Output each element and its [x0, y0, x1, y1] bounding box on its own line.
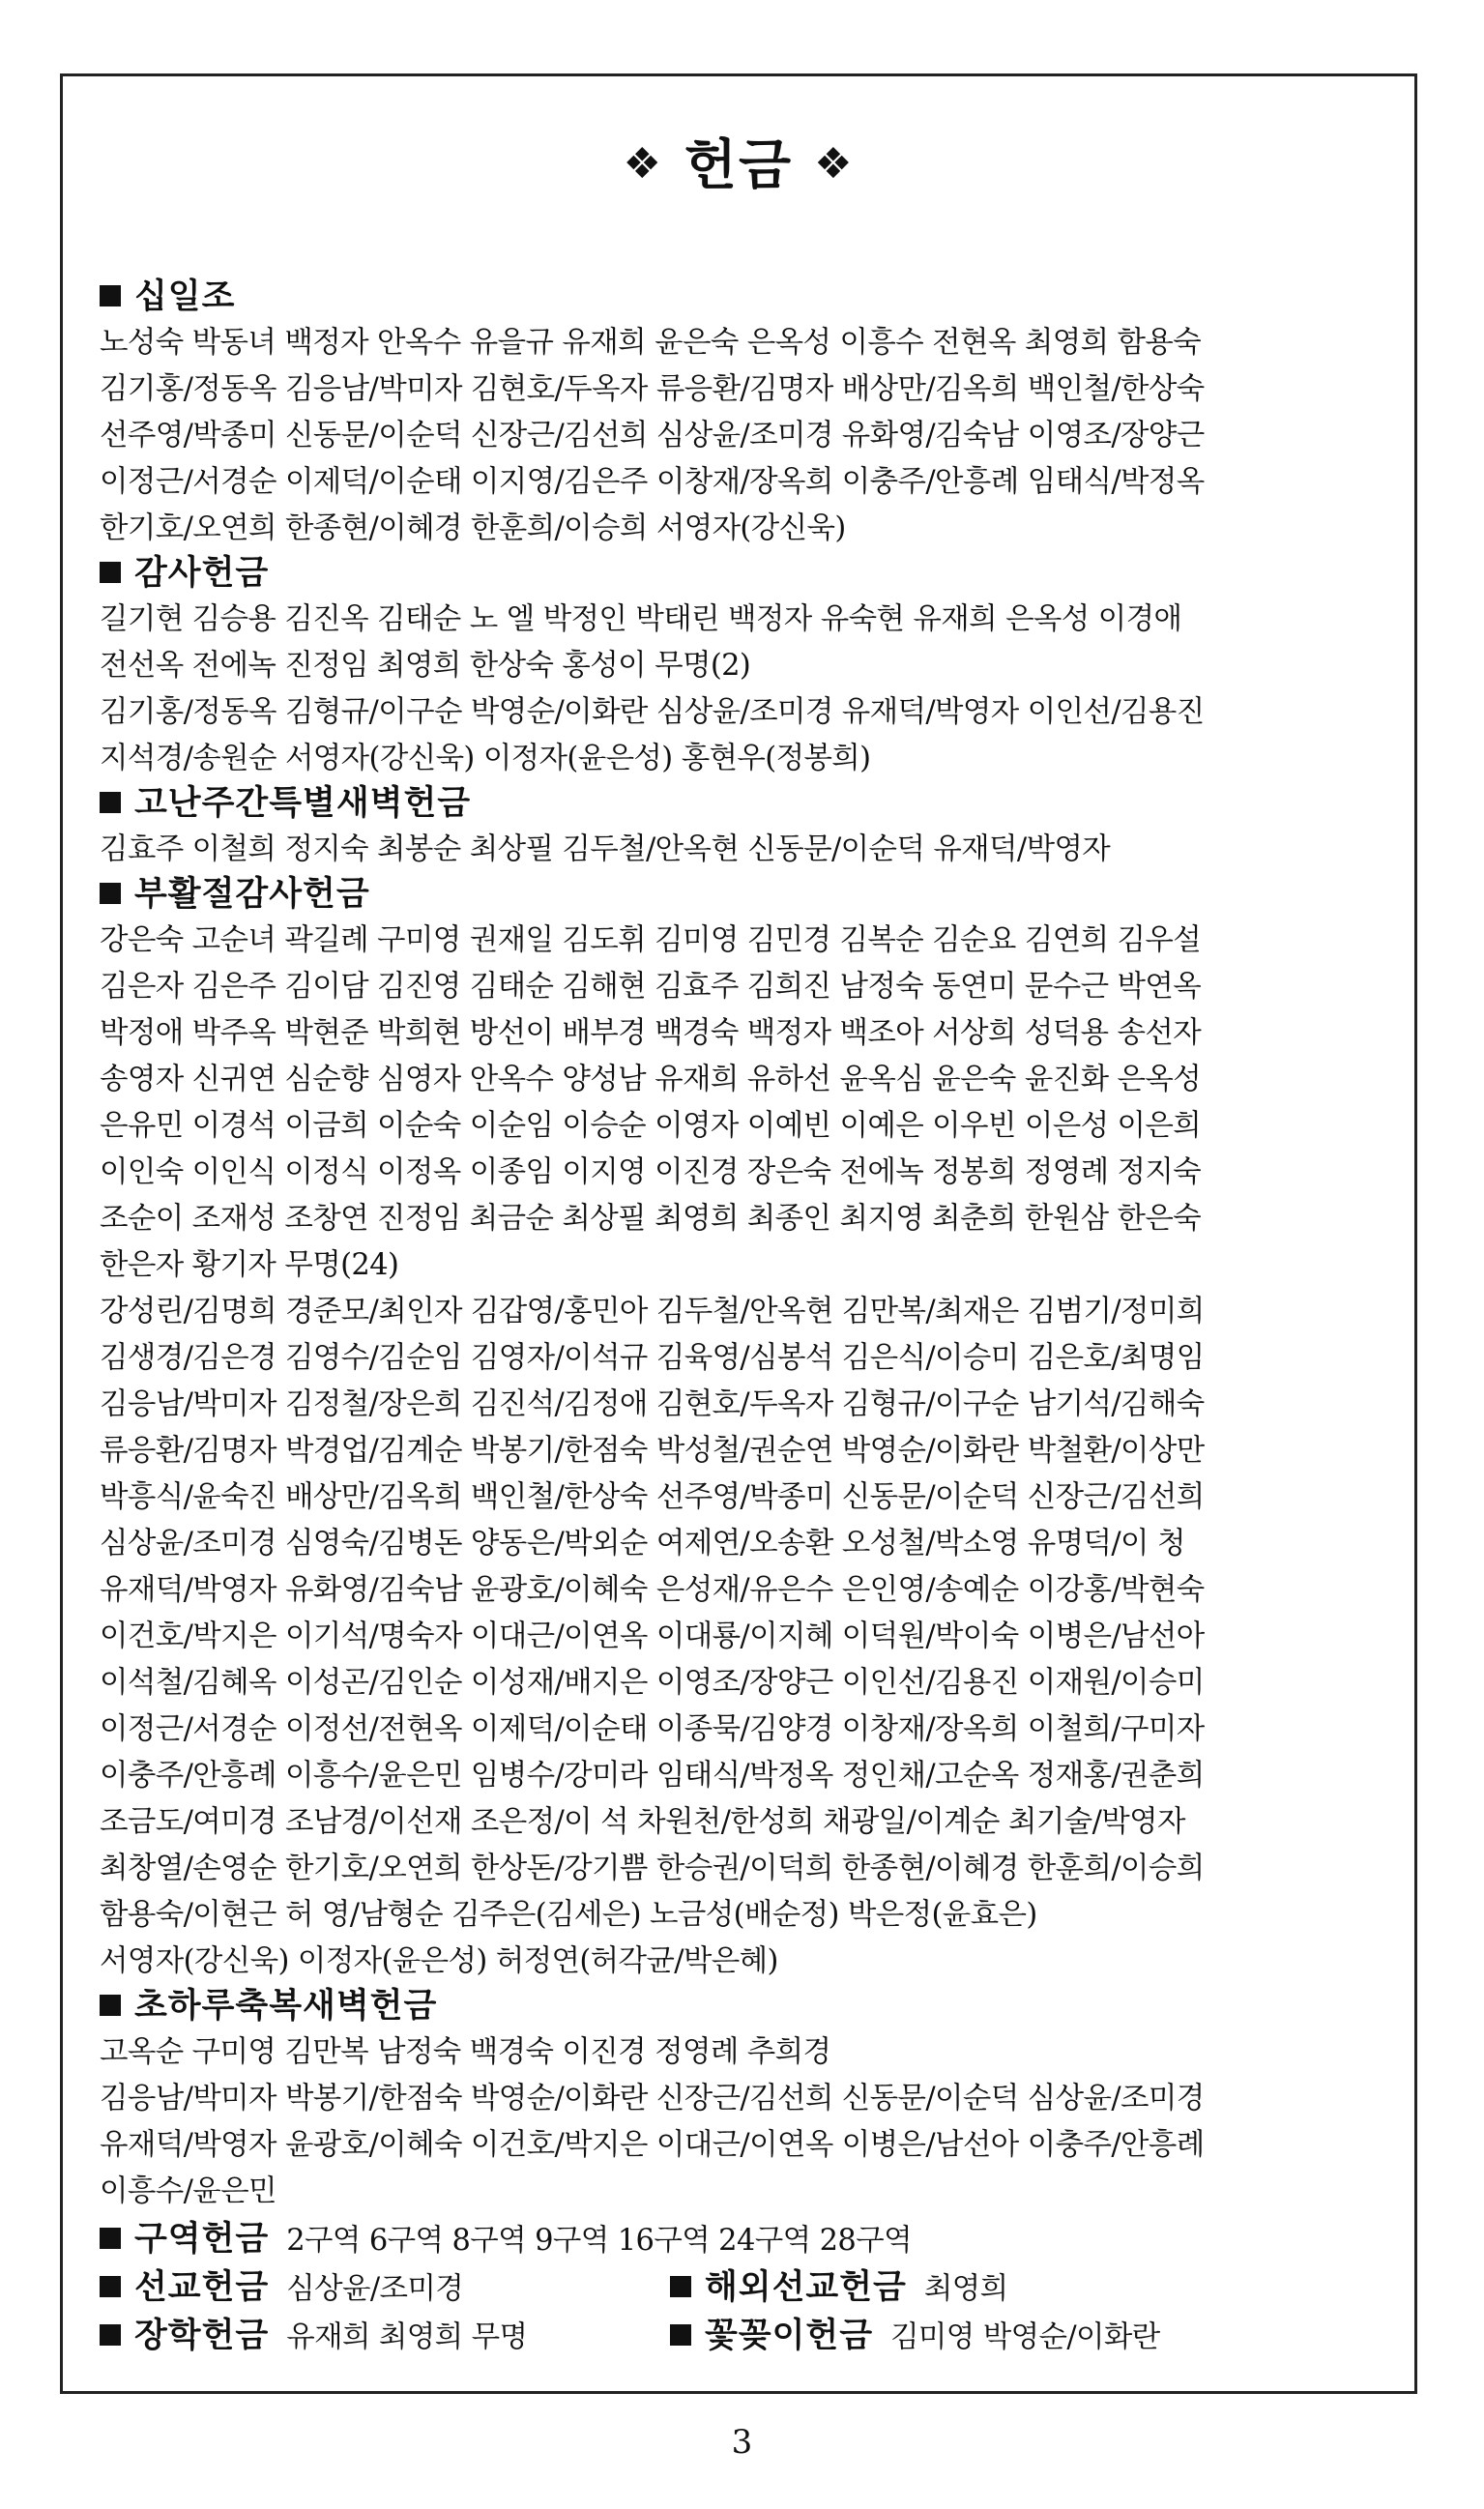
name-line: 이인숙 이인식 이정식 이정옥 이종임 이지영 이진경 장은숙 전에녹 정봉희 정영례 정지숙 [100, 1155, 1202, 1189]
name-line: 심상윤/조미경 심영숙/김병돈 양동은/박외순 여제연/오송환 오성철/박소영 유명덕/이 청 [100, 1527, 1185, 1561]
scholarship-cell [100, 2312, 670, 2366]
bullet-square-icon [100, 2276, 121, 2297]
name-line: 전선옥 전에녹 진정임 최영희 한상숙 홍성이 무명(2) [100, 649, 751, 683]
name-line: 이충주/안흥례 이흥수/윤은민 임병수/강미라 임태식/박정옥 정인채/고순옥 정재홍/권춘희 [100, 1759, 1205, 1793]
name-line: 유재덕/박영자 유화영/김숙남 윤광호/이혜숙 은성재/유은수 은인영/송예순 이강홍/박현숙 [100, 1573, 1205, 1607]
name-line: 함용숙/이현근 허 영/남형순 김주은(김세은) 노금성(배순정) 박은정(윤효은) [100, 1898, 1037, 1932]
section-heading [100, 782, 1385, 827]
section-scholarship-row [100, 2312, 1385, 2360]
scholarship-names: 유재희 최영희 무명 [286, 2320, 528, 2354]
section-heading-text: 감사헌금 [134, 554, 270, 593]
name-line: 지석경/송원순 서영자(강신욱) 이정자(윤은성) 홍현우(정봉희) [100, 742, 871, 775]
ornament-icon: ❖ [623, 139, 663, 189]
section-heading-text: 십일조 [134, 277, 236, 316]
flower-names: 김미영 박영순/이화란 [890, 2320, 1160, 2354]
page-title-text: 헌금 [684, 134, 794, 197]
name-line: 김기홍/정동옥 김형규/이구순 박영순/이화란 심상윤/조미경 유재덕/박영자 이인선/김용진 [100, 695, 1205, 729]
name-line: 한은자 황기자 무명(24) [100, 1248, 399, 1282]
name-line: 서영자(강신욱) 이정자(윤은성) 허정연(허각균/박은혜) [100, 1944, 778, 1978]
name-line: 유재덕/박영자 윤광호/이혜숙 이건호/박지은 이대근/이연옥 이병은/남선아 이충주/안흥례 [100, 2128, 1205, 2162]
bullet-square-icon [100, 792, 121, 813]
name-line: 이흥수/윤은민 [100, 2174, 276, 2208]
section-heading [100, 873, 1385, 918]
district-list: 2구역 6구역 8구역 9구역 16구역 24구역 28구역 [286, 2224, 912, 2258]
name-line: 고옥순 구미영 김만복 남정숙 백경숙 이진경 정영례 추희경 [100, 2035, 831, 2069]
section-heading-text: 장학헌금 [134, 2317, 270, 2355]
name-line: 한기호/오연희 한종현/이혜경 한훈희/이승희 서영자(강신욱) [100, 511, 846, 545]
section-thanksgiving [100, 552, 1385, 782]
name-line: 김생경/김은경 김영수/김순임 김영자/이석규 김육영/심봉석 김은식/이승미 김은호/최명임 [100, 1341, 1205, 1375]
name-line: 박흥식/윤숙진 배상만/김옥희 백인철/한상숙 선주영/박종미 신동문/이순덕 신장근/김선희 [100, 1480, 1205, 1514]
section-heading [100, 2263, 269, 2312]
name-line: 김응남/박미자 박봉기/한점숙 박영순/이화란 신장근/김선희 신동문/이순덕 심상윤/조미경 [100, 2082, 1205, 2115]
name-line: 김기홍/정동옥 김응남/박미자 김현호/두옥자 류응환/김명자 배상만/김옥희 백인철/한상숙 [100, 372, 1205, 406]
bullet-square-icon [100, 285, 121, 306]
page-title [63, 132, 1414, 198]
overseas-mission-cell [670, 2263, 1240, 2318]
name-line: 이석철/김혜옥 이성곤/김인순 이성재/배지은 이영조/장양근 이인선/김용진 이재원/이승미 [100, 1666, 1205, 1700]
section-heading-text: 해외선교헌금 [705, 2268, 907, 2307]
name-line: 조순이 조재성 조창연 진정임 최금순 최상필 최영희 최종인 최지영 최춘희 한원삼 한은숙 [100, 1202, 1202, 1236]
mission-names: 심상윤/조미경 [286, 2272, 464, 2306]
name-line: 김응남/박미자 김정철/장은희 김진석/김정애 김현호/두옥자 김형규/이구순 남기석/김해숙 [100, 1387, 1205, 1421]
section-heading-text: 초하루축복새벽헌금 [134, 1987, 438, 2026]
name-line: 김은자 김은주 김이담 김진영 김태순 김해현 김효주 김희진 남정숙 동연미 문수근 박연옥 [100, 970, 1202, 1004]
section-heading-text: 구역헌금 [134, 2220, 270, 2259]
name-line: 노성숙 박동녀 백정자 안옥수 유을규 유재희 윤은숙 은옥성 이흥수 전현옥 최영희 함용숙 [100, 326, 1202, 360]
name-line: 박정애 박주옥 박현준 박희현 방선이 배부경 백경숙 백정자 백조아 서상희 성덕용 송선자 [100, 1016, 1202, 1050]
bullet-square-icon [100, 1995, 121, 2016]
bullet-square-icon [670, 2276, 691, 2297]
flower-cell [670, 2312, 1240, 2366]
section-heading [100, 1985, 1385, 2029]
name-line: 이건호/박지은 이기석/명숙자 이대근/이연옥 이대룡/이지혜 이덕원/박이숙 이병은/남선아 [100, 1619, 1205, 1653]
section-heading [670, 2263, 907, 2312]
name-line: 송영자 신귀연 심순향 심영자 안옥수 양성남 유재희 유하선 윤옥심 윤은숙 윤진화 은옥성 [100, 1063, 1202, 1096]
bullet-square-icon [670, 2324, 691, 2346]
bullet-square-icon [100, 2324, 121, 2346]
section-mission-row [100, 2263, 1385, 2312]
name-line: 이정근/서경순 이정선/전현옥 이제덕/이순태 이종묵/김양경 이창재/장옥희 이철희/구미자 [100, 1712, 1205, 1746]
name-line: 조금도/여미경 조남경/이선재 조은정/이 석 차원천/한성희 채광일/이계순 최기술/박영자 [100, 1805, 1185, 1839]
section-heading [100, 552, 1385, 597]
bullet-square-icon [100, 562, 121, 583]
offering-content [100, 276, 1385, 2360]
page-number: 3 [731, 2423, 753, 2462]
name-line: 길기현 김승용 김진옥 김태순 노 엘 박정인 박태린 백정자 유숙현 유재희 은옥성 이경애 [100, 602, 1182, 636]
name-line: 김효주 이철희 정지숙 최봉순 최상필 김두철/안옥현 신동문/이순덕 유재덕/박영자 [100, 832, 1111, 866]
section-heading-text: 선교헌금 [134, 2268, 270, 2307]
section-tithe [100, 276, 1385, 552]
section-first-day-blessing-dawn [100, 1985, 1385, 2215]
ornament-icon: ❖ [814, 139, 855, 189]
section-heading [100, 276, 1385, 320]
name-line: 강은숙 고순녀 곽길례 구미영 권재일 김도휘 김미영 김민경 김복순 김순요 김연희 김우설 [100, 923, 1202, 957]
name-line: 최창열/손영순 한기호/오연희 한상돈/강기쁨 한승권/이덕희 한종현/이혜경 한훈희/이승희 [100, 1852, 1205, 1885]
section-heading-text: 고난주간특별새벽헌금 [134, 784, 472, 823]
section-heading [100, 2215, 269, 2263]
name-line: 강성린/김명희 경준모/최인자 김갑영/홍민아 김두철/안옥현 김만복/최재은 김범기/정미희 [100, 1295, 1205, 1328]
name-line: 선주영/박종미 신동문/이순덕 신장근/김선희 심상윤/조미경 유화영/김숙남 이영조/장양근 [100, 419, 1205, 452]
page-frame [60, 73, 1417, 2394]
overseas-mission-names: 최영희 [923, 2272, 1008, 2306]
bullet-square-icon [100, 883, 121, 904]
name-line: 류응환/김명자 박경업/김계순 박봉기/한점숙 박성철/권순연 박영순/이화란 박철환/이상만 [100, 1434, 1205, 1468]
bullet-square-icon [100, 2228, 121, 2249]
section-district-row [100, 2215, 1385, 2263]
section-heading-text: 부활절감사헌금 [134, 875, 370, 914]
section-passion-week-dawn [100, 782, 1385, 873]
section-easter-thanksgiving [100, 873, 1385, 1985]
name-line: 은유민 이경석 이금희 이순숙 이순임 이승순 이영자 이예빈 이예은 이우빈 이은성 이은희 [100, 1109, 1202, 1143]
name-line: 이정근/서경순 이제덕/이순태 이지영/김은주 이창재/장옥희 이충주/안흥례 임태식/박정옥 [100, 465, 1205, 499]
section-heading [100, 2312, 269, 2360]
section-heading [670, 2312, 873, 2360]
section-heading-text: 꽃꽂이헌금 [705, 2317, 874, 2355]
mission-cell [100, 2263, 670, 2318]
